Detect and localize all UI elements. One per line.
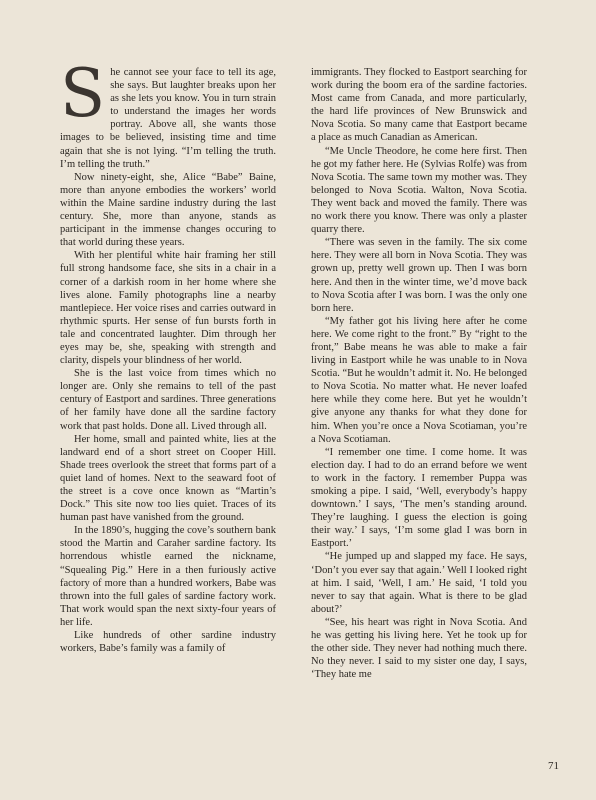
body-paragraph: She is the last voice from times which no longer are. Only she remains to tell of the past century of Eastport and sardines. Three generations of her family have done all the sardine factory work that past holds. Done all. Lived through all. <box>60 368 276 432</box>
opening-paragraph <box>60 55 276 171</box>
body-paragraph: “I remember one time. I come home. It was election day. I had to do an errand before we went to work in the factory. I remember Puppa was smoking a pipe. I said, ‘Well, everybody’s happy downtown.’ I says, ‘The men’s standing around. They’re laughing. I guess the election is going their way.’ I says, ‘I’m some glad I was born in Eastport.’ <box>311 446 527 550</box>
body-paragraph: In the 1890’s, hugging the cove’s southern bank stood the Martin and Caraher sardine factory. Its horrendous whistle earned the nickname, “Squealing Pig.” Here in a then furiously active factory of more than a hundred workers, Babe was thrown into the full gales of sardine factory work. That work would span the next sixty-four years of her life. <box>60 525 276 628</box>
opening-paragraph-text: he cannot see your face to tell its age, she says. But laughter breaks upon her as she lets you know. You in turn strain to understand the images her words portray. Above all, she wants those images to be believed, insisting time and time again that she is not lying. “I’m telling the truth. I’m telling the truth.” <box>60 67 276 170</box>
body-paragraph: With her plentiful white hair framing her still full strong handsome face, she sits in a chair in a corner of a darkish room in her home where she lives alone. Family photographs line a nearby mantlepiece. Her voice rises and carries outward in rhythmic spurts. Her sense of fun bursts forth in tale and concentrated laughter. Dim through her eyes may be, she, speaking with strength and clarity, dispels your blindness of her world. <box>60 250 276 367</box>
left-column <box>60 55 276 655</box>
body-paragraph: “He jumped up and slapped my face. He says, ‘Don’t you ever say that again.’ Well I looked right at him. I said, ‘Well, I am.’ He said, ‘I told you never to say that again. What is there to be glad about?’ <box>311 551 527 615</box>
body-paragraph: “See, his heart was right in Nova Scotia. And he was getting his living here. Yet he took up for the other side. They never had nothing much there. No they never. I said to my sister one day, I says, ‘They hate me <box>311 616 527 681</box>
body-paragraph: Now ninety-eight, she, Alice “Babe” Baine, more than anyone embodies the workers’ world within the Maine sardine industry during the last century. She, more than anyone, stands as participant in the immense changes occuring to that world during these years. <box>60 171 276 249</box>
body-paragraph: Like hundreds of other sardine industry workers, Babe’s family was a family of <box>60 630 276 655</box>
body-paragraph: Her home, small and painted white, lies at the landward end of a short street on Cooper Hill. Shade trees overlook the street that forms part of a quiet land of homes. Next to the seaward foot of the street is a cove once known as “Martin’s Dock.” This site now too lies quiet. Traces of its human past have vanished from the ground. <box>60 433 276 524</box>
drop-cap: S <box>60 55 106 132</box>
body-paragraph: “Me Uncle Theodore, he come here first. Then he got my father here. He (Sylvias Rolfe) was from Nova Scotia. The same town my mother was. They belonged to Nova Scotia. Walton, Nova Scotia. They went back and moved the family. There was no work there you know. There was only a plaster quarry there. <box>311 145 527 236</box>
body-paragraph: “There was seven in the family. The six come here. They were all born in Nova Scotia. They was grown up, pretty well grown up. Then I was born here. And then in the winter time, we’d move back to Nova Scotia after I was born. I was the only one born here. <box>311 237 527 314</box>
right-column <box>311 66 527 681</box>
body-paragraph: “My father got his living here after he come here. We come right to the front.” By “right to the front,” Babe means he was able to make a fair living in Eastport while he was unable to in Nova Scotia. “But he wouldn’t admit it. No. He belonged to Nova Scotia. No matter what. He never loafed here while they come here. But yet he wouldn’t give anyone any thanks for what they done for him. When you’re once a Nova Scotiaman, you’re a Nova Scotiaman. <box>311 315 527 445</box>
continued-paragraph: immigrants. They flocked to Eastport searching for work during the boom era of the sardine factories. Most came from Canada, and more particularly, the hard life provinces of New Brunswick and Nova Scotia. So many came that Eastport became a place as much Canadian as American. <box>311 67 527 144</box>
page-number: 71 <box>548 760 559 772</box>
